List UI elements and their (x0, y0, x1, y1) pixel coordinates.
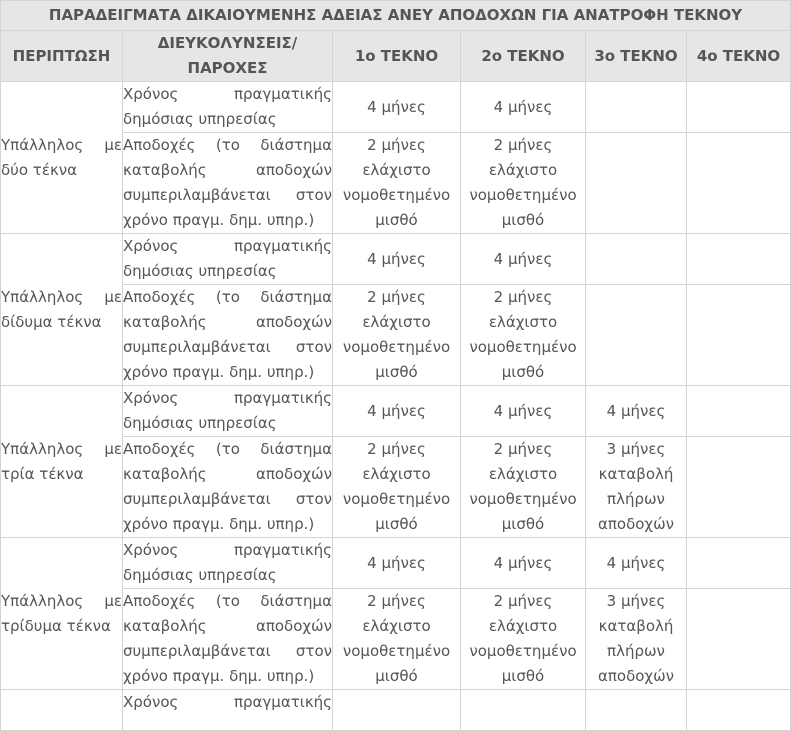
word: στον (295, 642, 332, 660)
pay-value-line: νομοθετημένο (342, 490, 451, 508)
word: συμπεριλαμβάνεται (123, 186, 271, 204)
pay-value-line: νομοθετημένο (469, 642, 577, 660)
pay-value-line: ελάχιστο (488, 465, 558, 483)
word: πραγματικής (233, 541, 332, 559)
facility-time-cell (123, 690, 333, 731)
facility-time-line-1 (123, 386, 332, 411)
word: (το (215, 592, 240, 610)
time-value-cell (687, 690, 791, 731)
facility-pay-line-2 (123, 158, 332, 183)
word: Υπάλληλος (1, 591, 84, 610)
word: διάστημα (260, 440, 332, 458)
facility-time-cell (123, 386, 333, 437)
header-facilities (123, 31, 333, 82)
word: Χρόνος (123, 693, 179, 711)
pay-value-line: πλήρων (607, 490, 665, 508)
time-value: 4 μήνες (606, 553, 666, 572)
pay-value-line: καταβολή (598, 465, 674, 483)
pay-value-line: μισθό (375, 363, 418, 381)
pay-value-cell (586, 133, 687, 234)
pay-value-cell (687, 589, 791, 690)
pay-value-line: 2 μήνες (493, 592, 553, 610)
pay-value-line: νομοθετημένο (342, 338, 451, 356)
pay-value-line: 2 μήνες (493, 136, 553, 154)
header-child-4: 4ο ΤΕΚΝΟ (687, 31, 791, 82)
table-title: ΠΑΡΑΔΕΙΓΜΑΤΑ ΔΙΚΑΙΟΥΜΕΝΗΣ ΑΔΕΙΑΣ ΑΝΕΥ ΑΠΟΔΟΧΩΝ ΓΙΑ ΑΝΑΤΡΟΦΗ ΤΕΚΝΟΥ (1, 1, 791, 31)
time-value: 4 μήνες (367, 249, 426, 268)
pay-value-cell (687, 437, 791, 538)
case-line-2: τρίδυμα τέκνα (1, 616, 111, 635)
pay-value-line: πλήρων (607, 642, 665, 660)
time-value-cell (586, 690, 687, 731)
pay-value-line: ελάχιστο (488, 161, 558, 179)
pay-value-line: 2 μήνες (493, 440, 553, 458)
time-value: 4 μήνες (493, 553, 553, 572)
word: (το (215, 440, 240, 458)
pay-value-cell (461, 133, 586, 234)
pay-value-cell (687, 133, 791, 234)
time-value-cell (687, 386, 791, 437)
word: Αποδοχές (123, 440, 196, 458)
time-value-cell (687, 538, 791, 589)
time-value-cell (586, 386, 687, 437)
word: διάστημα (260, 592, 332, 610)
pay-value-cell (461, 285, 586, 386)
pay-value-cell (333, 133, 461, 234)
pay-value-line: 3 μήνες (606, 440, 666, 458)
time-value-cell (461, 82, 586, 133)
header-case: ΠΕΡΙΠΤΩΣΗ (1, 31, 123, 82)
pay-value-line: ελάχιστο (362, 617, 431, 635)
facility-pay-cell (123, 437, 333, 538)
word: Αποδοχές (123, 592, 196, 610)
pay-value-line: ελάχιστο (362, 313, 431, 331)
facility-pay-line-3 (123, 183, 332, 208)
pay-value-line: μισθό (501, 515, 545, 533)
time-value-cell (586, 538, 687, 589)
word: αποδοχών (255, 617, 332, 635)
pay-value-line: μισθό (501, 211, 545, 229)
header-child-2: 2ο ΤΕΚΝΟ (461, 31, 586, 82)
case-line-1 (1, 285, 122, 310)
word: καταβολής (123, 161, 207, 179)
word: Υπάλληλος (1, 439, 84, 458)
word: Υπάλληλος (1, 287, 84, 306)
time-value-cell (687, 234, 791, 285)
pay-value-line: μισθό (501, 363, 545, 381)
table-row (1, 234, 791, 285)
facility-pay-line-4: χρόνο πραγμ. δημ. υπηρ.) (123, 363, 315, 381)
word: πραγματικής (233, 693, 332, 711)
pay-value-line: νομοθετημένο (342, 186, 451, 204)
word: με (104, 135, 122, 154)
pay-value-line: μισθό (501, 667, 545, 685)
pay-value-cell (586, 437, 687, 538)
facility-time-line-1 (123, 690, 332, 715)
facility-pay-line-1 (123, 285, 332, 310)
facility-pay-line-1 (123, 589, 332, 614)
word: με (104, 439, 122, 458)
word: (το (215, 288, 240, 306)
pay-value-line: μισθό (375, 515, 418, 533)
pay-value-cell (461, 437, 586, 538)
word: Χρόνος (123, 85, 179, 103)
pay-value-line: 2 μήνες (367, 136, 426, 154)
time-value-cell (461, 386, 586, 437)
pay-value-line: μισθό (375, 211, 418, 229)
word: καταβολής (123, 617, 207, 635)
pay-value-line: νομοθετημένο (342, 642, 451, 660)
facility-pay-line-2 (123, 310, 332, 335)
pay-value-line: 2 μήνες (367, 440, 426, 458)
word: καταβολής (123, 465, 207, 483)
pay-value-line: 2 μήνες (493, 288, 553, 306)
word: στον (295, 490, 332, 508)
facility-time-line-2: δημόσιας υπηρεσίας (123, 566, 277, 584)
time-value-cell (461, 690, 586, 731)
facility-pay-line-2 (123, 614, 332, 639)
word: συμπεριλαμβάνεται (123, 338, 271, 356)
case-cell (1, 386, 123, 538)
time-value: 4 μήνες (367, 401, 426, 420)
facility-pay-line-1 (123, 133, 332, 158)
time-value-cell (461, 538, 586, 589)
pay-value-line: ελάχιστο (488, 313, 558, 331)
pay-value-cell (333, 437, 461, 538)
facility-time-line-1 (123, 538, 332, 563)
header-child-1: 1ο ΤΕΚΝΟ (333, 31, 461, 82)
time-value-cell (333, 538, 461, 589)
pay-value-line: μισθό (375, 667, 418, 685)
time-value: 4 μήνες (606, 401, 666, 420)
word: καταβολής (123, 313, 207, 331)
facility-time-cell (123, 538, 333, 589)
facility-pay-line-1 (123, 437, 332, 462)
pay-value-line: αποδοχών (597, 515, 675, 533)
table-row (1, 538, 791, 589)
facility-pay-line-3 (123, 335, 332, 360)
time-value-cell (586, 234, 687, 285)
case-line-1 (1, 589, 122, 614)
facility-pay-cell (123, 285, 333, 386)
word: συμπεριλαμβάνεται (123, 490, 271, 508)
pay-value-line: νομοθετημένο (469, 490, 577, 508)
time-value: 4 μήνες (493, 401, 553, 420)
facility-pay-line-4: χρόνο πραγμ. δημ. υπηρ.) (123, 667, 315, 685)
pay-value-line: νομοθετημένο (469, 338, 577, 356)
word: Χρόνος (123, 237, 179, 255)
pay-value-cell (586, 589, 687, 690)
time-value: 4 μήνες (493, 249, 553, 268)
word: διάστημα (260, 136, 332, 154)
facility-time-line-1 (123, 234, 332, 259)
pay-value-line: 2 μήνες (367, 592, 426, 610)
time-value-cell (586, 82, 687, 133)
pay-value-cell (461, 589, 586, 690)
pay-value-cell (333, 285, 461, 386)
case-line-1 (1, 133, 122, 158)
pay-value-line: αποδοχών (597, 667, 675, 685)
pay-value-line: νομοθετημένο (469, 186, 577, 204)
case-line-2: δύο τέκνα (1, 160, 78, 179)
time-value-cell (333, 82, 461, 133)
table-row (1, 386, 791, 437)
table-row (1, 690, 791, 731)
case-cell (1, 82, 123, 234)
pay-value-line: ελάχιστο (488, 617, 558, 635)
word: διάστημα (260, 288, 332, 306)
pay-value-line: ελάχιστο (362, 465, 431, 483)
pay-value-line: καταβολή (598, 617, 674, 635)
time-value: 4 μήνες (367, 553, 426, 572)
header-child-3: 3ο ΤΕΚΝΟ (586, 31, 687, 82)
word: αποδοχών (255, 161, 332, 179)
facility-time-line-1 (123, 82, 332, 107)
facility-pay-line-3 (123, 487, 332, 512)
facility-pay-cell (123, 133, 333, 234)
word: πραγματικής (233, 237, 332, 255)
facility-time-cell (123, 234, 333, 285)
word: με (104, 287, 122, 306)
table-row (1, 82, 791, 133)
facility-pay-line-4: χρόνο πραγμ. δημ. υπηρ.) (123, 515, 315, 533)
facility-pay-line-2 (123, 462, 332, 487)
word: (το (215, 136, 240, 154)
time-value-cell (333, 386, 461, 437)
time-value: 4 μήνες (493, 97, 553, 116)
word: Χρόνος (123, 541, 179, 559)
pay-value-line: 3 μήνες (606, 592, 666, 610)
case-line-2: δίδυμα τέκνα (1, 312, 102, 331)
word: Αποδοχές (123, 136, 196, 154)
facility-time-line-2: δημόσιας υπηρεσίας (123, 262, 277, 280)
word: Υπάλληλος (1, 135, 84, 154)
word: αποδοχών (255, 465, 332, 483)
word: στον (295, 338, 332, 356)
pay-value-cell (586, 285, 687, 386)
facility-pay-line-4: χρόνο πραγμ. δημ. υπηρ.) (123, 211, 315, 229)
word: στον (295, 186, 332, 204)
facility-pay-line-3 (123, 639, 332, 664)
facility-time-cell (123, 82, 333, 133)
time-value-cell (333, 234, 461, 285)
facility-pay-cell (123, 589, 333, 690)
word: πραγματικής (233, 85, 332, 103)
table-body (1, 82, 791, 731)
facility-time-line-2: δημόσιας υπηρεσίας (123, 110, 277, 128)
time-value-cell (461, 234, 586, 285)
facility-time-line-2: δημόσιας υπηρεσίας (123, 414, 277, 432)
pay-value-cell (333, 589, 461, 690)
case-line-2: τρία τέκνα (1, 464, 84, 483)
case-cell (1, 690, 123, 731)
pay-value-cell (687, 285, 791, 386)
pay-value-line: 2 μήνες (367, 288, 426, 306)
header-facilities-line1: ΔΙΕΥΚΟΛΥΝΣΕΙΣ/ (157, 34, 298, 52)
word: με (104, 591, 122, 610)
word: Χρόνος (123, 389, 179, 407)
header-facilities-line2: ΠΑΡΟΧΕΣ (187, 59, 268, 77)
word: αποδοχών (255, 313, 332, 331)
word: Αποδοχές (123, 288, 196, 306)
case-cell (1, 538, 123, 690)
time-value-cell (687, 82, 791, 133)
word: συμπεριλαμβάνεται (123, 642, 271, 660)
time-value: 4 μήνες (367, 97, 426, 116)
time-value-cell (333, 690, 461, 731)
word: πραγματικής (233, 389, 332, 407)
case-cell (1, 234, 123, 386)
pay-value-line: ελάχιστο (362, 161, 431, 179)
case-line-1 (1, 437, 122, 462)
